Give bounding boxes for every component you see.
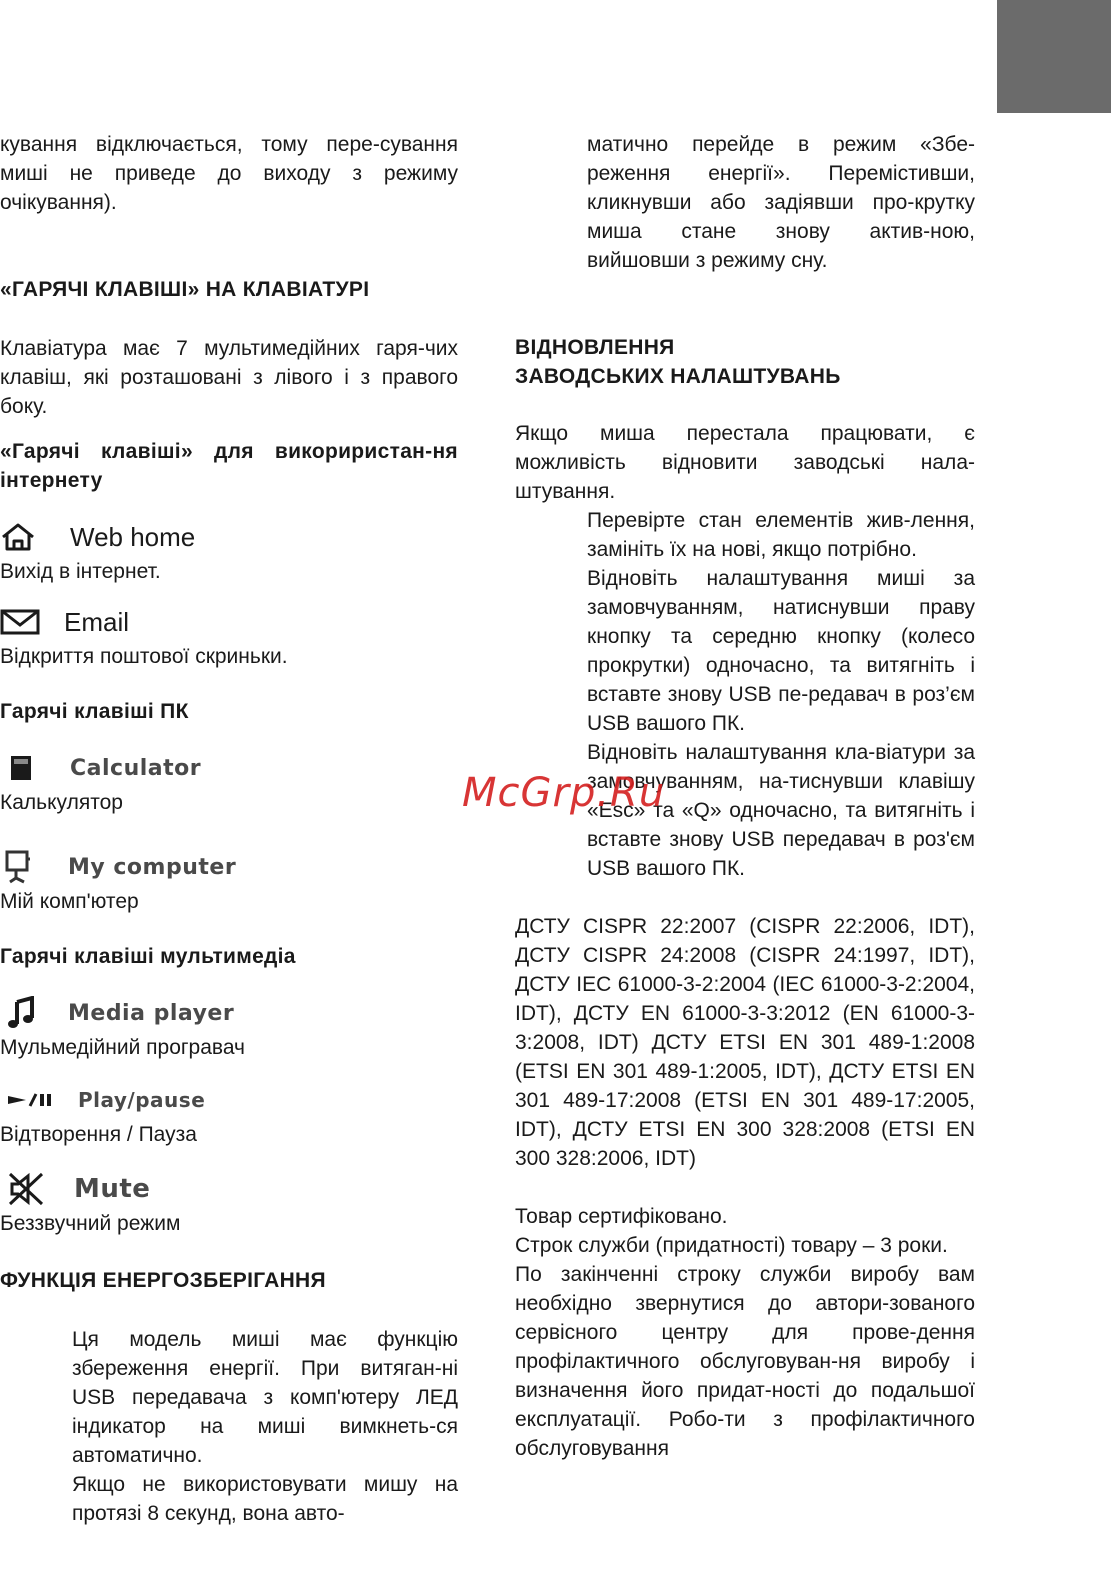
hotkeys-text: Клавіатура має 7 мультимедійних гаря-чих клавіш, які розташовані з лівого і з правого боку.	[0, 337, 458, 418]
mute-desc: Беззвучний режим	[0, 1212, 181, 1235]
internet-heading: «Гарячі клавіші» для викориристан-ня інтернету	[0, 440, 458, 492]
watermark-logo: McGrp.Ru	[462, 770, 666, 816]
calculator-icon	[0, 755, 70, 781]
page-tab-marker	[997, 0, 1111, 113]
web-home-key	[0, 517, 458, 557]
left-column	[0, 130, 458, 1528]
reset-step-1: Перевірте стан елементів жив-лення, замініть їх на нові, якщо потрібно.	[587, 509, 975, 561]
play-pause-icon	[0, 1092, 78, 1108]
mute-icon	[0, 1172, 74, 1206]
mute-key	[0, 1169, 458, 1209]
energy-continuation: матично перейде в режим «Збе-реження енергії». Перемістивши, кликнувши або задіявши про-крутку миша стане знову актив-ною, вийшовши з режиму сну.	[587, 133, 975, 272]
reset-heading-line-1: ВІДНОВЛЕННЯ	[515, 336, 675, 359]
standards-text: ДСТУ CISPR 22:2007 (CISPR 22:2006, IDT), ДСТУ CISPR 24:2008 (CISPR 24:1997, IDT), ДСТУ IEC 61000-3-2:2004 (IEC 61000-3-2:2004, IDT), ДСТУ EN 61000-3-3:2012 (EN 61000-3-3:2008, IDT) ДСТУ ETSI EN 301 489-1:2008 (ETSI EN 301 489-1:2005, IDT), ДСТУ ETSI EN 301 489-17:2008 (ETSI EN 301 489-17:2005, IDT), ДСТУ ETSI EN 300 328:2008 (ETSI EN 300 328:2006, IDT)	[515, 915, 975, 1170]
reset-step-3: Відновіть налаштування кла-віатури за замовчуванням, на-тиснувши клавішу «Esc» та «Q» одночасно, та витягніть і вставте знову USB передавач в роз'єм USB вашого ПК.	[587, 741, 975, 880]
home-icon	[0, 522, 70, 552]
play-pause-desc: Відтворення / Пауза	[0, 1123, 197, 1146]
music-note-icon	[0, 996, 68, 1030]
reset-step-2: Відновіть налаштування миші за замовчуванням, натиснувши праву кнопку та середню кнопку (колесо прокрутки) одночасно, та витягніть і вставте знову USB пе-редавач в роз’єм USB вашого ПК.	[587, 567, 975, 735]
media-player-key	[0, 993, 458, 1033]
end-of-life-text: По закінченні строку служби виробу вам необхідно звернутися до автори-зованого сервісного центру для прове-дення профілактичного обслуговуван-ня виробу і визначення його придат-ності до подальшої експлуатації. Робо-ти з профілактичного обслуговування	[515, 1263, 975, 1460]
computer-icon	[0, 849, 68, 885]
calculator-key	[0, 748, 458, 788]
web-home-desc: Вихід в інтернет.	[0, 560, 161, 583]
mute-label: Mute	[74, 1174, 151, 1204]
reset-heading-line-2: ЗАВОДСЬКИХ НАЛАШТУВАНЬ	[515, 365, 841, 388]
calculator-label: Calculator	[70, 755, 202, 781]
reset-intro: Якщо миша перестала працювати, є можливість відновити заводські нала-штування.	[515, 422, 975, 503]
web-home-label: Web home	[70, 521, 196, 552]
hotkeys-heading: «ГАРЯЧІ КЛАВІШІ» НА КЛАВІАТУРІ	[0, 278, 370, 301]
play-pause-key	[0, 1080, 458, 1120]
intro-text: кування відключається, тому пере-сування миші не приведе до виходу з режиму очікування).	[0, 133, 458, 214]
media-player-desc: Мульмедійний програвач	[0, 1036, 245, 1059]
pc-heading: Гарячі клавіші ПК	[0, 700, 189, 723]
envelope-icon	[0, 609, 64, 635]
my-computer-label: My computer	[68, 854, 237, 880]
email-label: Email	[64, 606, 130, 637]
play-pause-label: Play/pause	[78, 1088, 206, 1112]
my-computer-desc: Мій комп'ютер	[0, 890, 139, 913]
energy-paragraph-2: Якщо не використовувати мишу на протязі 8 секунд, вона авто-	[72, 1473, 458, 1525]
media-player-label: Media player	[68, 1000, 235, 1026]
email-key	[0, 602, 458, 642]
calculator-desc: Калькулятор	[0, 791, 123, 814]
energy-heading: ФУНКЦІЯ ЕНЕРГОЗБЕРІГАННЯ	[0, 1269, 326, 1292]
multimedia-heading: Гарячі клавіші мультимедіа	[0, 945, 296, 968]
certified-text: Товар сертифіковано.	[515, 1205, 728, 1228]
service-life-text: Строк служби (придатності) товару – 3 роки.	[515, 1234, 948, 1257]
energy-paragraph-1: Ця модель миші має функцію збереження енергії. При витяган-ні USB передавача з комп'ютеру ЛЕД індикатор на миші вимкнеть-ся автоматично.	[72, 1328, 458, 1467]
my-computer-key	[0, 847, 458, 887]
email-desc: Відкриття поштової скриньки.	[0, 645, 288, 668]
